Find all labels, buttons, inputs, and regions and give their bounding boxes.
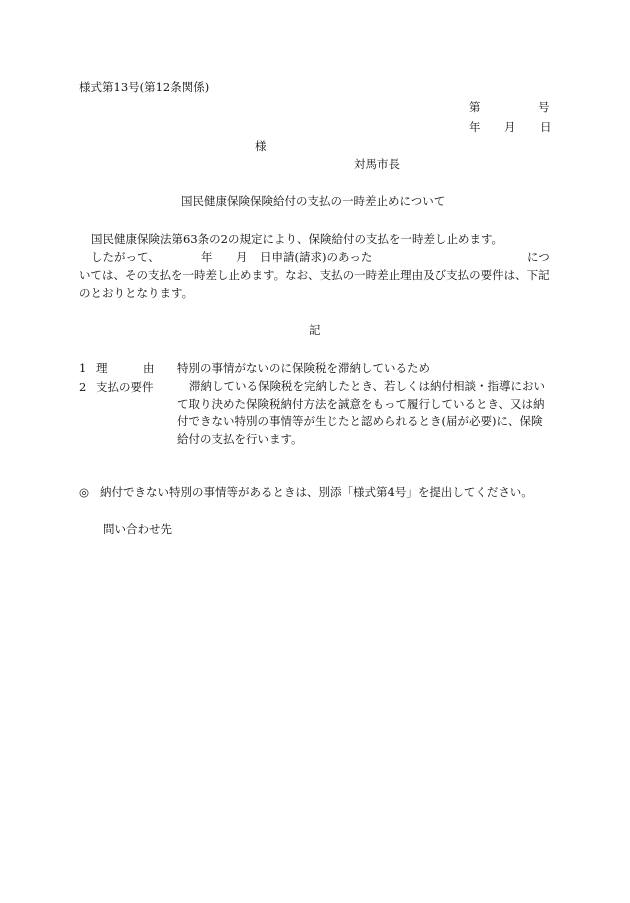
ki-heading: 記 — [309, 323, 321, 337]
body-line-2-d: につ — [527, 250, 550, 264]
body-line-3: いては、その支払を一時差し止めます。なお、支払の一時差止理由及び支払の要件は、下記 — [79, 268, 550, 282]
item-1-number: 1 — [79, 361, 87, 375]
doc-number-suffix: 号 — [538, 100, 550, 114]
issuer: 対馬市長 — [354, 157, 400, 171]
item-2-text — [177, 378, 557, 448]
contact-label: 問い合わせ先 — [103, 522, 172, 536]
item-2-line-2: て取り決めた保険税納付方法を誠意をもって履行しているとき、又は納 — [177, 396, 545, 411]
item-2-label: 支払の要件 — [96, 380, 154, 394]
body-line-4: のとおりとなります。 — [79, 286, 194, 300]
body-line-1: 国民健康保険法第63条の2の規定により、保険給付の支払を一時差し止めます。 — [91, 232, 504, 246]
date-day: 日 — [540, 120, 552, 134]
document-title: 国民健康保険保険給付の支払の一時差止めについて — [181, 194, 446, 208]
item-2-line-1: 滞納している保険税を完納したとき、若しくは納付相談・指導におい — [189, 379, 546, 393]
item-1-text: 特別の事情がないのに保険税を滞納しているため — [177, 361, 430, 375]
note-mark: ◎ — [79, 485, 90, 499]
item-1-label-a: 理 — [96, 361, 108, 375]
date-month: 月 — [504, 120, 516, 134]
item-1-label-b: 由 — [143, 361, 155, 375]
note-text: 納付できない特別の事情等があるときは、別添「様式第4号」を提出してください。 — [100, 485, 533, 499]
form-label: 様式第13号(第12条関係) — [79, 80, 210, 94]
body-line-2-year: 年 — [201, 250, 213, 264]
item-2-line-3: 付できない特別の事情等が生じたと認められるとき(届が必要)に、保険 — [177, 414, 543, 428]
body-line-2-month: 月 — [236, 250, 248, 264]
addressee-suffix: 様 — [255, 139, 267, 153]
item-2-number: 2 — [79, 380, 87, 394]
item-2-line-4: 給付の支払を行います。 — [177, 431, 303, 446]
doc-number-prefix: 第 — [469, 100, 481, 114]
date-year: 年 — [469, 120, 481, 134]
body-line-2-a: したがって、 — [91, 250, 160, 264]
body-line-2-c: 日申請(請求)のあった — [260, 250, 373, 264]
